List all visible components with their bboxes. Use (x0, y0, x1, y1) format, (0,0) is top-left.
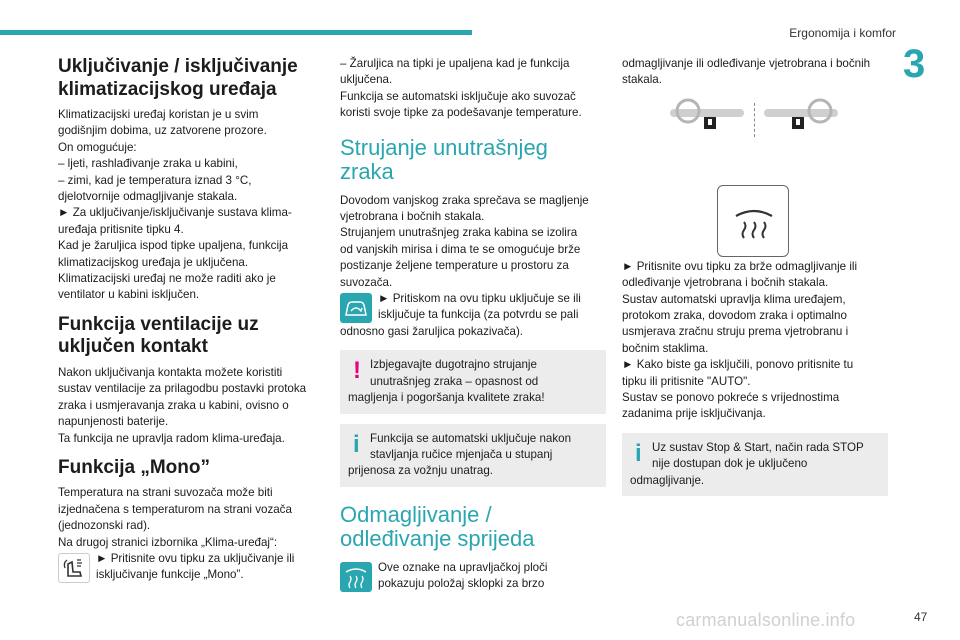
dashboard-illustration (622, 95, 888, 245)
text-line: magljenja i pogoršanja kvalitete zraka! (348, 391, 545, 405)
text-line: Izbjegavajte dugotrajno strujanje (370, 358, 537, 372)
text-line: Dovodom vanjskog zraka sprečava se magljenje (340, 193, 589, 207)
text-line: Strujanjem unutrašnjeg zraka kabina se izolira (340, 226, 578, 240)
text-line: izjednačena s temperaturom na strani vozača (58, 502, 292, 516)
text-line: Nakon uključivanja kontakta možete koristiti (58, 365, 283, 379)
text-line: suvozača. (340, 275, 393, 289)
text-line: uređaja pritisnite tipku 4. (58, 222, 184, 236)
text-line: ► Pritisnite ovu tipku za brže odmagljivanje ili (622, 259, 858, 273)
text-line: protokom zraka, dovodom zraka i optimalno (622, 309, 847, 323)
text-line: ► Pritiskom na ovu tipku uključuje se ili (378, 292, 581, 306)
heading-mono: Funkcija „Mono” (58, 456, 210, 478)
text-line: ► Kako biste ga isključili, ponovo pritisnite tu (622, 358, 854, 372)
text-line: odmagljivanje. (630, 473, 705, 487)
text-line: koristi svoje tipke za podešavanje temperature. (340, 106, 582, 120)
text-line: odmagljivanje ili odleđivanje vjetrobrana i bočnih (622, 57, 871, 70)
text-line: usmjerava zračnu struju prema vjetrobranu i (622, 325, 849, 339)
text-line: Funkcija se automatski uključuje nakon (370, 431, 572, 445)
text-line: bočnim staklima. (622, 341, 709, 355)
info-icon: i (635, 439, 642, 467)
text-line: zraka i usmjeravanja zraka u kabini, ovisno o (58, 398, 289, 412)
text-line: odnosno gasi žaruljica pokazivača). (340, 324, 524, 338)
recirculation-instruction (340, 291, 606, 340)
section-title: Ergonomija i komfor (789, 26, 896, 40)
text-line: Na drugoj stranici izbornika „Klima-uređaj“: (58, 535, 278, 549)
text-line: vjetrobrana i bočnih stakala. (340, 210, 485, 224)
column-1 (58, 56, 324, 584)
column-3 (622, 56, 888, 506)
paragraph-ac-intro (58, 107, 324, 304)
heading-ventilation: Funkcija ventilacije uz uključen kontakt (58, 313, 259, 358)
left-hand-drive-icon (668, 95, 748, 135)
text-line: Kad je žaruljica ispod tipke upaljena, funkcija (58, 239, 289, 253)
text-line: – zimi, kad je temperatura iznad 3 °C, (58, 173, 252, 187)
text-line: Funkcija se automatski isključuje ako suvozač (340, 89, 576, 103)
text-line: Ove oznake na upravljačkoj ploči (378, 560, 548, 574)
text-line: Klimatizacijski uređaj koristan je u svim (58, 108, 259, 121)
paragraph-recirculation (340, 193, 606, 291)
separator-line (754, 103, 755, 137)
text-line: stavljanja ručice mjenjača u stupanj (370, 447, 553, 461)
heading-defrost: Odmagljivanje / odleđivanje sprijeda (340, 501, 535, 552)
text-line: ► Pritisnite ovu tipku za uključivanje ili (96, 552, 295, 566)
text-line: ► Za uključivanje/isključivanje sustava klima- (58, 206, 292, 220)
recirculation-icon (340, 293, 372, 323)
chapter-number: 3 (903, 42, 926, 86)
text-line: – ljeti, rashlađivanje zraka u kabini, (58, 157, 238, 171)
text-line: – Žaruljica na tipki je upaljena kad je funkcija (340, 57, 570, 70)
text-line: tipku ili pritisnite "AUTO". (622, 374, 751, 388)
text-line: On omogućuje: (58, 140, 137, 154)
header-accent-bar (0, 30, 472, 35)
warning-icon: ! (353, 357, 361, 385)
right-hand-drive-icon (762, 95, 842, 135)
info-icon: i (353, 430, 360, 458)
text-line: uključena. (340, 73, 393, 87)
text-line: isključivanje funkcije „Mono”. (96, 568, 244, 582)
text-line: djelotvornije odmagljivanje stakala. (58, 190, 238, 204)
paragraph-defrost-cont (622, 56, 888, 89)
text-line: Sustav se ponovo pokreće s vrijednostima (622, 391, 840, 405)
column-2 (340, 56, 606, 593)
text-line: napunjenosti baterije. (58, 415, 169, 429)
mono-seat-icon (58, 553, 90, 583)
paragraph-defrost-use (622, 259, 888, 423)
text-line: sustav ventilacije za prilagodbu postavki protoka (58, 382, 307, 396)
text-line: odleđivanje vjetrobrana i bočnih stakala. (622, 276, 829, 290)
windscreen-defrost-icon (340, 562, 372, 592)
paragraph-mono-cont (340, 56, 606, 122)
info-note-stop-start (622, 433, 888, 496)
text-line: prijenosa za vožnju unatrag. (348, 464, 494, 478)
text-line: ventilator u kabini isključen. (58, 288, 200, 302)
text-line: Klimatizacijski uređaj ne može raditi ako je (58, 272, 276, 286)
text-line: stakala. (622, 73, 662, 87)
heading-recirculation: Strujanje unutrašnjeg zraka (340, 134, 548, 185)
text-line: Uz sustav Stop & Start, način rada STOP (652, 440, 864, 454)
text-line: zadanima prije isključivanja. (622, 407, 766, 421)
paragraph-mono (58, 485, 324, 551)
text-line: Ta funkcija ne upravlja radom klima-uređaja. (58, 431, 285, 445)
warning-note (340, 350, 606, 413)
text-line: isključuje ta funkcija (za potvrdu se pali (378, 308, 579, 322)
watermark: carmanualsonline.info (676, 610, 856, 630)
text-line: Temperatura na strani suvozača može biti (58, 486, 273, 500)
heading-ac-on-off: Uključivanje / isključivanje klimatizacijskog uređaja (58, 56, 298, 100)
info-note (340, 424, 606, 487)
text-line: postizanje željene temperature u prostoru za (340, 259, 569, 273)
text-line: nije dostupan dok je uključeno (652, 457, 808, 471)
page-number: 47 (914, 610, 928, 624)
text-line: Sustav automatski upravlja klima uređajem, (622, 292, 846, 306)
text-line: pokazuju položaj sklopki za brzo (378, 577, 545, 591)
defrost-button (717, 185, 789, 257)
text-line: godišnjim dobima, uz zatvorene prozore. (58, 124, 267, 138)
defrost-intro (340, 560, 606, 593)
text-line: klimatizacijskog uređaja je uključena. (58, 255, 249, 269)
text-line: od vanjskih mirisa i dima te se omogućuje brže (340, 242, 581, 256)
paragraph-ventilation (58, 365, 324, 447)
text-line: (jednozonski rad). (58, 519, 151, 533)
mono-instruction (58, 551, 324, 584)
text-line: unutrašnjeg zraka – opasnost od (370, 374, 539, 388)
